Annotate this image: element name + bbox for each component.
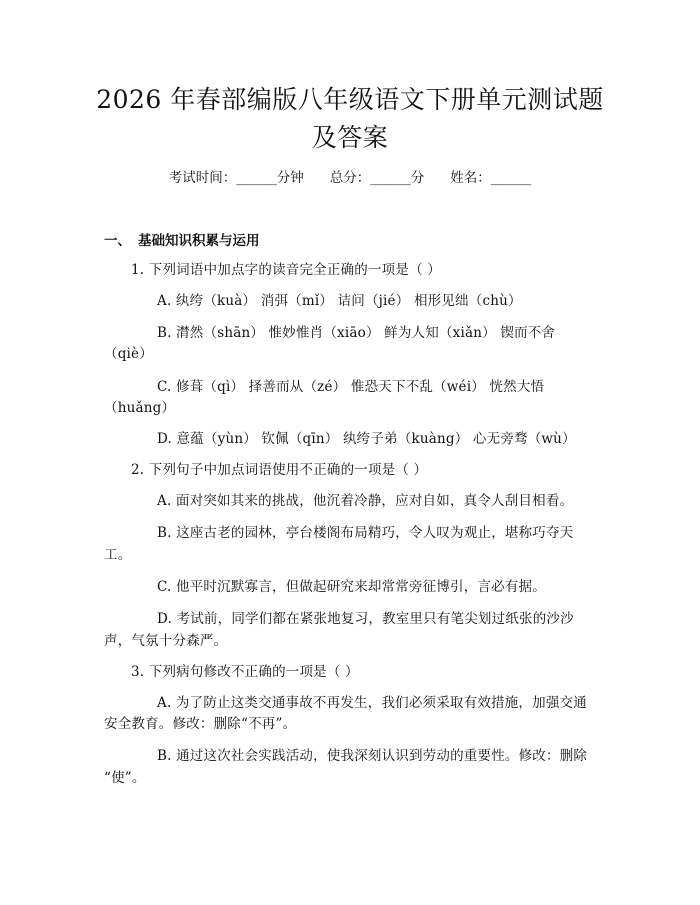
question-1-option-d: D. 意蕴（yùn） 钦佩（qīn） 纨绔子弟（kuàng） 心无旁骛（wù） — [157, 431, 576, 447]
exam-score: 总分：______分 — [329, 170, 425, 186]
question-2-stem: 2. 下列句子中加点词语使用不正确的一项是（ ） — [131, 462, 428, 478]
document-title-line-2: 及答案 — [311, 123, 389, 152]
question-2-option-a: A. 面对突如其来的挑战，他沉着冷静，应对自如，真令人刮目相看。 — [157, 493, 574, 509]
question-2-option-d: D. 考试前，同学们都在紧张地复习，教室里只有笔尖划过纸张的沙沙 — [157, 611, 574, 627]
question-2-option-d-continued: 声，气氛十分森严。 — [104, 633, 228, 649]
question-1-option-c-continued: （huǎng） — [104, 400, 176, 416]
question-3-option-a-continued: 安全教育。修改：删除“不再”。 — [104, 716, 297, 732]
question-1-stem: 1. 下列词语中加点字的读音完全正确的一项是（ ） — [131, 262, 441, 278]
question-1-option-a: A. 纨绔（kuà） 消弭（mǐ） 诘问（jié） 相形见绌（chù） — [157, 293, 522, 309]
question-3-stem: 3. 下列病句修改不正确的一项是（ ） — [131, 664, 359, 680]
question-2-option-c: C. 他平时沉默寡言，但做起研究来却常常旁征博引，言必有据。 — [157, 579, 546, 595]
question-1-option-b-continued: （qiè） — [104, 346, 153, 362]
exam-name: 姓名：______ — [450, 170, 532, 186]
question-1-option-b: B. 潸然（shān） 惟妙惟肖（xiāo） 鲜为人知（xiǎn） 锲而不舍 — [157, 325, 556, 341]
question-2-option-b: B. 这座古老的园林，亭台楼阁布局精巧，令人叹为观止，堪称巧夺天 — [157, 525, 574, 541]
section-heading — [104, 231, 260, 251]
question-3-option-b-continued: “使”。 — [104, 770, 146, 786]
question-3-option-a: A. 为了防止这类交通事故不再发生，我们必须采取有效措施，加强交通 — [157, 695, 587, 711]
section-number: 一、 — [104, 233, 131, 249]
question-1-option-c: C. 修葺（qì） 择善而从（zé） 惟恐天下不乱（wéi） 恍然大悟 — [157, 379, 545, 395]
exam-info — [0, 168, 700, 188]
exam-time: 考试时间：______分钟 — [168, 170, 304, 186]
section-title: 基础知识积累与运用 — [138, 233, 260, 249]
document-title-line-1: 2026 年春部编版八年级语文下册单元测试题 — [96, 85, 604, 114]
question-3-option-b: B. 通过这次社会实践活动，使我深刻认识到劳动的重要性。修改：删除 — [157, 748, 588, 764]
question-2-option-b-continued: 工。 — [104, 547, 132, 563]
